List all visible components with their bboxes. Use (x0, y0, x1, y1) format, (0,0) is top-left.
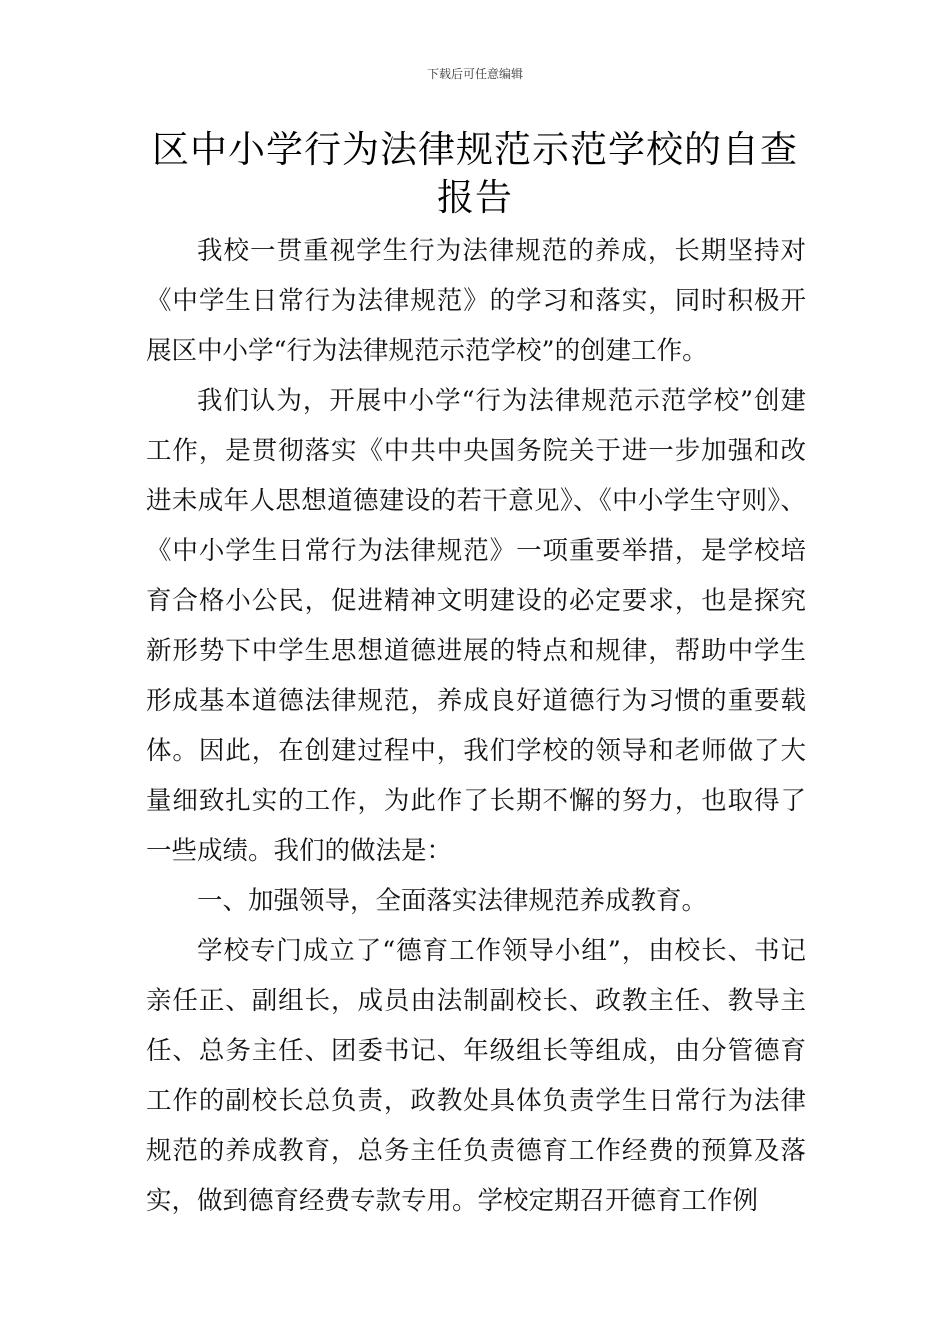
paragraph-leadership: 学校专门成立了“德育工作领导小组”，由校长、书记亲任正、副组长，成员由法制副校长、政教主任、教导主任、总务主任、团委书记、年级组长等组成，由分管德育工作的副校长总负责，政教处具体负责学生日常行为法律规范的养成教育，总务主任负责德育工作经费的预算及落实，做到德育经费专款专用。学校定期召开德育工作例 (146, 936, 806, 1216)
document-body (146, 226, 806, 1226)
paragraph-intro: 我校一贯重视学生行为法律规范的养成，长期坚持对《中学生日常行为法律规范》的学习和落实，同时积极开展区中小学“行为法律规范示范学校”的创建工作。 (146, 236, 806, 366)
document-title: 区中小学行为法律规范示范学校的自查报告 (152, 128, 798, 219)
section-heading-1: 一、加强领导，全面落实法律规范养成教育。 (197, 886, 708, 916)
header-note: 下载后可任意编辑 (426, 67, 523, 81)
paragraph-significance: 我们认为，开展中小学“行为法律规范示范学校”创建工作，是贯彻落实《中共中央国务院关于进一步加强和改进未成年人思想道德建设的若干意见》、《中小学生守则》、《中小学生日常行为法律规范》一项重要举措，是学校培育合格小公民，促进精神文明建设的必定要求，也是探究新形势下中学生思想道德进展的特点和规律，帮助中学生形成基本道德法律规范，养成良好道德行为习惯的重要载体。因此，在创建过程中，我们学校的领导和老师做了大量细致扎实的工作，为此作了长期不懈的努力，也取得了一些成绩。我们的做法是： (146, 386, 806, 866)
